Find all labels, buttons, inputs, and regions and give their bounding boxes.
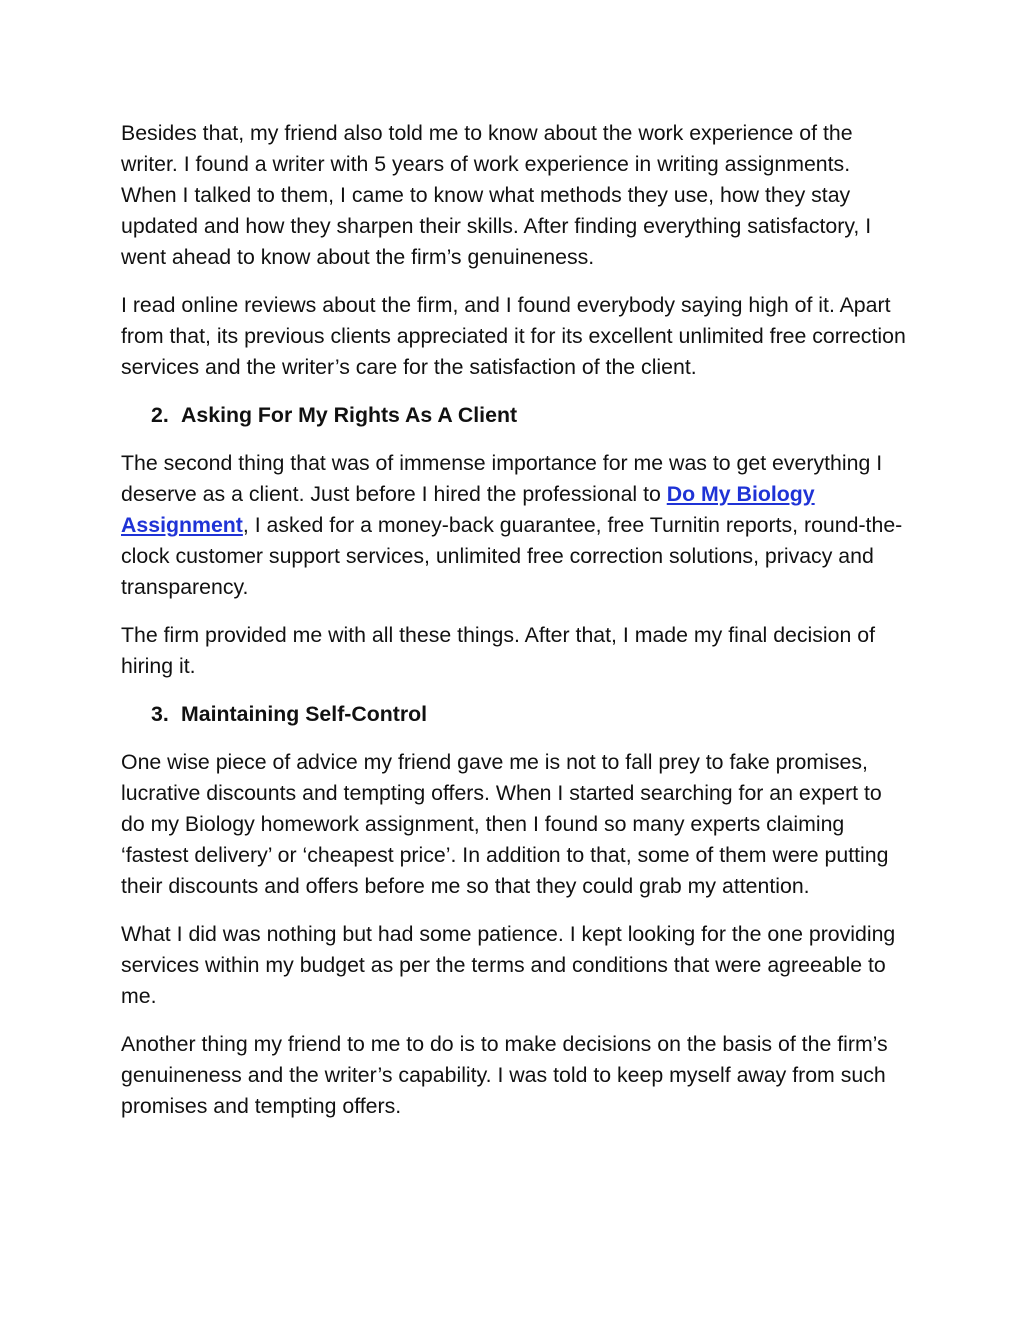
heading-text: Asking For My Rights As A Client [181, 403, 518, 427]
heading-text: Maintaining Self-Control [181, 702, 428, 726]
paragraph-text-before-link: The second thing that was of immense importance for me was to get everything I deserve as a client. Just before I hired the professional to [121, 451, 883, 506]
heading-number: 3. [151, 702, 169, 726]
paragraph-patience: What I did was nothing but had some patience. I kept looking for the one providing services within my budget as per the terms and conditions that were agreeable to me. [121, 922, 896, 1008]
document-body [121, 118, 911, 1139]
paragraph-firm-provided: The firm provided me with all these things. After that, I made my final decision of hiring it. [121, 623, 876, 678]
paragraph-online-reviews: I read online reviews about the firm, and I found everybody saying high of it. Apart from that, its previous clients appreciated it for its excellent unlimited free correction services and the writer’s care for the satisfaction of the client. [121, 293, 906, 379]
paragraph-writer-experience: Besides that, my friend also told me to know about the work experience of the writer. I found a writer with 5 years of work experience in writing assignments. When I talked to them, I came to know what methods they use, how they stay updated and how they sharpen their skills. After finding everything satisfactory, I went ahead to know about the firm’s genuineness. [121, 121, 872, 269]
heading-asking-for-rights [121, 400, 911, 431]
paragraph-client-rights [121, 448, 911, 603]
heading-maintaining-self-control [121, 699, 911, 730]
paragraph-wise-advice: One wise piece of advice my friend gave me is not to fall prey to fake promises, lucrative discounts and tempting offers. When I started searching for an expert to do my Biology homework assignment, then I found so many experts claiming ‘fastest delivery’ or ‘cheapest price’. In addition to that, some of them were putting their discounts and offers before me so that they could grab my attention. [121, 750, 889, 898]
heading-number: 2. [151, 403, 169, 427]
do-my-biology-assignment-link[interactable]: Do My Biology Assignment [121, 482, 815, 537]
paragraph-text-after-link: , I asked for a money-back guarantee, free Turnitin reports, round-the-clock customer support services, unlimited free correction solutions, privacy and transparency. [121, 513, 903, 599]
paragraph-decisions: Another thing my friend to me to do is to make decisions on the basis of the firm’s genuineness and the writer’s capability. I was told to keep myself away from such promises and tempting offers. [121, 1032, 888, 1118]
